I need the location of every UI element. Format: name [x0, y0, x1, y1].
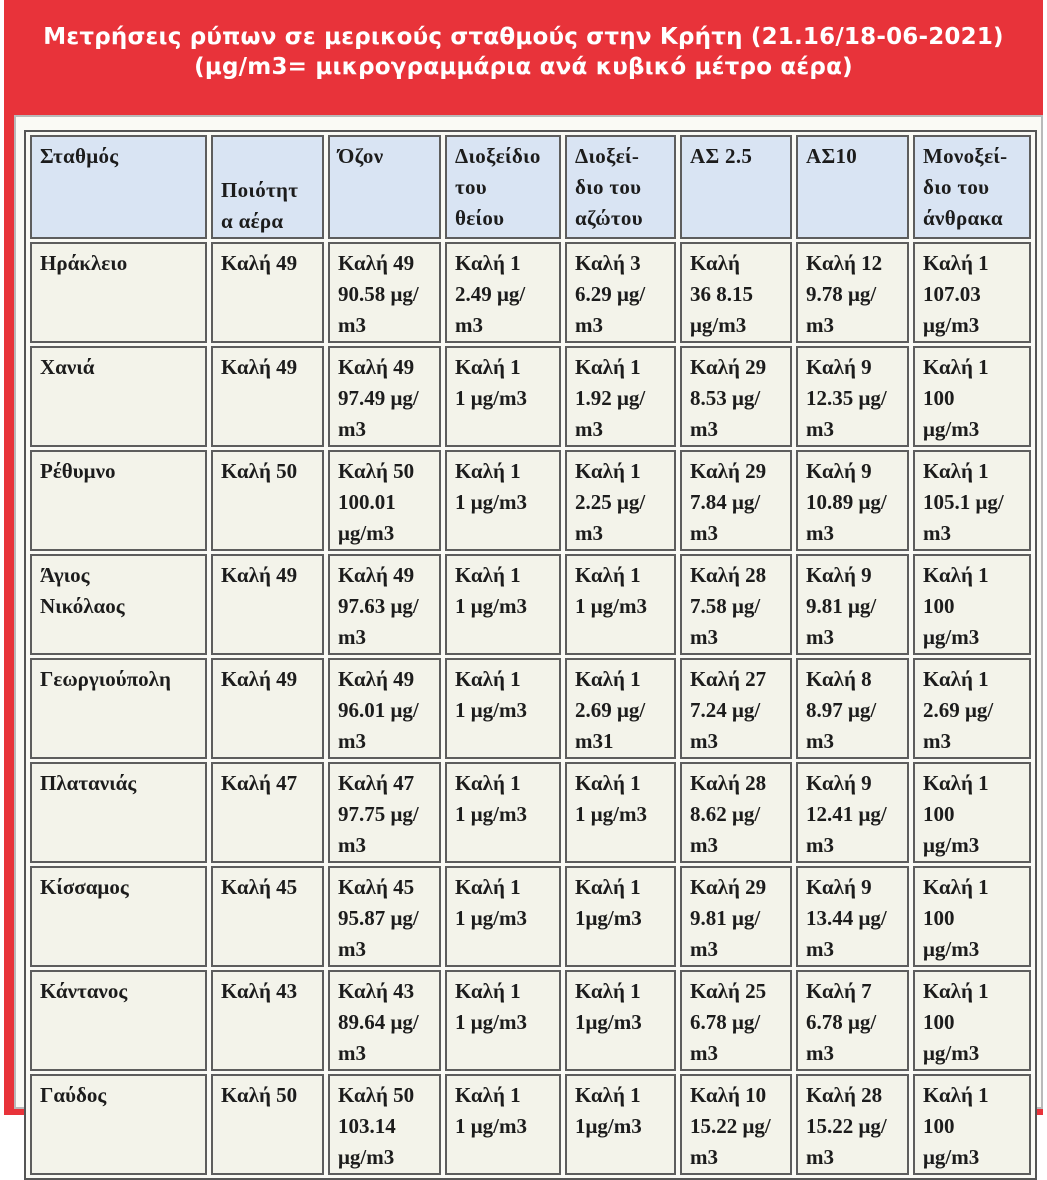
cell-text: Καλή 45 — [338, 875, 415, 899]
cell-text: Καλή 1 — [923, 667, 989, 691]
cell-text: Καλή 9 — [806, 771, 872, 795]
cell-text: m3 — [690, 833, 718, 857]
cell-text: 1 μg/m3 — [455, 594, 527, 618]
header-text: αζώτου — [575, 206, 643, 230]
cell-text: 6.78 μg/ — [806, 1010, 877, 1034]
cell-text: m3 — [338, 313, 366, 337]
cell-text: m3 — [806, 625, 834, 649]
cell-text: Καλή 45 — [221, 875, 298, 899]
cell-text: Καλή 9 — [806, 355, 872, 379]
cell-text: Καλή 9 — [806, 563, 872, 587]
title-line-2: (μg/m3= μικρογραμμάρια ανά κυβικό μέτρο αέρα) — [194, 54, 853, 80]
cell-pm25 — [680, 658, 792, 759]
cell-text: 1μg/m3 — [575, 1010, 642, 1034]
header-text: του — [455, 175, 487, 199]
cell-text: Καλή 1 — [455, 979, 521, 1003]
cell-text: Καλή 1 — [455, 771, 521, 795]
cell-text: Πλατανιάς — [40, 771, 137, 795]
cell-pm10 — [796, 866, 909, 967]
cell-text: Καλή 8 — [806, 667, 872, 691]
header-text: Διοξείδιο — [455, 144, 541, 168]
cell-text: 8.97 μg/ — [806, 698, 877, 722]
cell-pm25 — [680, 242, 792, 343]
cell-text: Καλή 9 — [806, 875, 872, 899]
cell-text: 2.49 μg/ — [455, 282, 526, 306]
cell-text: 8.53 μg/ — [690, 386, 761, 410]
cell-air-quality — [211, 866, 324, 967]
cell-text: 1 μg/m3 — [455, 1010, 527, 1034]
cell-text: Καλή 49 — [338, 251, 415, 275]
header-text: Όζον — [338, 144, 384, 168]
cell-text: Καλή 47 — [338, 771, 415, 795]
cell-text: 100.01 — [338, 490, 396, 514]
cell-text: m3 — [455, 313, 483, 337]
cell-text: 100 — [923, 802, 955, 826]
cell-nitrogen-dioxide — [565, 450, 676, 551]
cell-text: 100 — [923, 1114, 955, 1138]
column-header-station — [30, 135, 207, 239]
cell-carbon-monoxide — [913, 346, 1031, 447]
cell-text: m3 — [923, 521, 951, 545]
cell-text: 1 μg/m3 — [575, 802, 647, 826]
cell-text: 1 μg/m3 — [455, 1114, 527, 1138]
column-header-nitrogen-dioxide — [565, 135, 676, 239]
cell-pm25 — [680, 970, 792, 1071]
cell-text: 1 μg/m3 — [455, 386, 527, 410]
header-text: ΑΣ 2.5 — [690, 144, 753, 168]
table-row — [30, 866, 1031, 967]
table-row — [30, 450, 1031, 551]
cell-text: 6.78 μg/ — [690, 1010, 761, 1034]
column-header-air-quality — [211, 135, 324, 239]
cell-ozone — [328, 866, 441, 967]
cell-sulfur-dioxide — [445, 866, 561, 967]
cell-text: μg/m3 — [923, 937, 980, 961]
cell-text: Κίσσαμος — [40, 875, 129, 899]
cell-text: Καλή 1 — [575, 459, 641, 483]
cell-text: Ηράκλειο — [40, 251, 128, 275]
cell-text: Κάντανος — [40, 979, 128, 1003]
cell-text: 97.63 μg/ — [338, 594, 419, 618]
cell-text: Καλή 28 — [806, 1083, 883, 1107]
cell-text: m3 — [690, 729, 718, 753]
header-text: Σταθμός — [40, 144, 119, 168]
cell-text: 97.49 μg/ — [338, 386, 419, 410]
cell-text: Καλή 9 — [806, 459, 872, 483]
cell-sulfur-dioxide — [445, 658, 561, 759]
cell-station — [30, 554, 207, 655]
cell-text: m3 — [575, 521, 603, 545]
cell-text: m3 — [806, 521, 834, 545]
table-row — [30, 658, 1031, 759]
cell-text: Καλή 1 — [575, 1083, 641, 1107]
cell-text: Καλή 29 — [690, 459, 767, 483]
cell-text: Καλή 1 — [455, 459, 521, 483]
cell-text: Καλή 1 — [455, 667, 521, 691]
header-text: διο του — [923, 175, 990, 199]
cell-pm25 — [680, 450, 792, 551]
cell-text: Καλή 28 — [690, 771, 767, 795]
cell-text: m3 — [690, 937, 718, 961]
table-row — [30, 346, 1031, 447]
cell-pm25 — [680, 762, 792, 863]
cell-text: Καλή 1 — [455, 251, 521, 275]
table-header-row — [30, 135, 1031, 239]
table-row — [30, 762, 1031, 863]
cell-air-quality — [211, 554, 324, 655]
cell-text: Καλή 49 — [338, 563, 415, 587]
header-text: Ποιότητ — [221, 178, 299, 202]
cell-text: μg/m3 — [690, 313, 747, 337]
table-row — [30, 242, 1031, 343]
cell-text: 10.89 μg/ — [806, 490, 887, 514]
cell-text: Καλή 1 — [455, 1083, 521, 1107]
cell-text: Καλή 29 — [690, 355, 767, 379]
cell-text: μg/m3 — [923, 313, 980, 337]
cell-text: m3 — [806, 833, 834, 857]
cell-text: 1 μg/m3 — [455, 698, 527, 722]
cell-text: 36 8.15 — [690, 282, 753, 306]
cell-text: Καλή 1 — [575, 771, 641, 795]
cell-station — [30, 658, 207, 759]
cell-sulfur-dioxide — [445, 554, 561, 655]
cell-text: 1μg/m3 — [575, 906, 642, 930]
cell-text: m3 — [806, 417, 834, 441]
header-text: διο του — [575, 175, 642, 199]
cell-text: 100 — [923, 906, 955, 930]
cell-text: Καλή 1 — [575, 875, 641, 899]
cell-text: m3 — [806, 729, 834, 753]
cell-ozone — [328, 242, 441, 343]
header-text: α αέρα — [221, 209, 284, 233]
cell-text: Καλή 1 — [455, 355, 521, 379]
column-header-pm10 — [796, 135, 909, 239]
cell-text: m3 — [806, 937, 834, 961]
cell-text: Καλή 1 — [575, 563, 641, 587]
cell-text: 1 μg/m3 — [455, 802, 527, 826]
cell-text: μg/m3 — [923, 1145, 980, 1169]
cell-text: Καλή 49 — [221, 355, 298, 379]
cell-text: 107.03 — [923, 282, 981, 306]
cell-text: 2.25 μg/ — [575, 490, 646, 514]
cell-text: Καλή 49 — [221, 251, 298, 275]
cell-text: m3 — [575, 313, 603, 337]
cell-station — [30, 866, 207, 967]
cell-text: Καλή 1 — [923, 979, 989, 1003]
cell-air-quality — [211, 450, 324, 551]
cell-text: 9.78 μg/ — [806, 282, 877, 306]
cell-text: 8.62 μg/ — [690, 802, 761, 826]
cell-text: Καλή — [690, 251, 740, 275]
cell-text: m3 — [690, 1145, 718, 1169]
cell-text: Καλή 12 — [806, 251, 883, 275]
cell-text: Καλή 1 — [923, 459, 989, 483]
cell-pm25 — [680, 866, 792, 967]
cell-text: Καλή 49 — [338, 667, 415, 691]
cell-text: μg/m3 — [923, 625, 980, 649]
red-frame — [4, 0, 1043, 1169]
cell-air-quality — [211, 658, 324, 759]
cell-text: 1 μg/m3 — [455, 906, 527, 930]
cell-air-quality — [211, 242, 324, 343]
cell-pm10 — [796, 450, 909, 551]
header-text: θείου — [455, 206, 505, 230]
cell-text: m3 — [923, 729, 951, 753]
cell-text: Καλή 49 — [221, 563, 298, 587]
cell-station — [30, 970, 207, 1071]
table-panel — [14, 115, 1043, 1169]
cell-text: m3 — [806, 313, 834, 337]
cell-text: Καλή 49 — [221, 667, 298, 691]
cell-carbon-monoxide — [913, 970, 1031, 1071]
cell-text: Καλή 50 — [221, 459, 298, 483]
cell-text: Καλή 49 — [338, 355, 415, 379]
cell-text: 12.35 μg/ — [806, 386, 887, 410]
cell-nitrogen-dioxide — [565, 554, 676, 655]
cell-nitrogen-dioxide — [565, 866, 676, 967]
header-text: Διοξεί- — [575, 144, 640, 168]
cell-text: Καλή 1 — [923, 771, 989, 795]
cell-text: 7.58 μg/ — [690, 594, 761, 618]
cell-text: Καλή 1 — [923, 355, 989, 379]
cell-pm25 — [680, 346, 792, 447]
cell-sulfur-dioxide — [445, 242, 561, 343]
table-row — [30, 970, 1031, 1071]
table-row — [30, 554, 1031, 655]
cell-air-quality — [211, 970, 324, 1071]
cell-text: 9.81 μg/ — [806, 594, 877, 618]
cell-text: Ρέθυμνο — [40, 459, 116, 483]
cell-text: m3 — [690, 417, 718, 441]
cell-text: Καλή 50 — [221, 1083, 298, 1107]
cell-sulfur-dioxide — [445, 450, 561, 551]
column-header-pm25 — [680, 135, 792, 239]
cell-text: Γαύδος — [40, 1083, 107, 1107]
cell-pm10 — [796, 658, 909, 759]
cell-pm10 — [796, 762, 909, 863]
cell-pm10 — [796, 242, 909, 343]
cell-text: Καλή 10 — [690, 1083, 767, 1107]
cell-ozone — [328, 346, 441, 447]
cell-carbon-monoxide — [913, 762, 1031, 863]
cell-text: Καλή 1 — [575, 355, 641, 379]
cell-nitrogen-dioxide — [565, 762, 676, 863]
cell-station — [30, 450, 207, 551]
cell-text: 15.22 μg/ — [806, 1114, 887, 1138]
cell-text: Καλή 43 — [221, 979, 298, 1003]
column-header-sulfur-dioxide — [445, 135, 561, 239]
cell-text: 103.14 — [338, 1114, 396, 1138]
cell-text: μg/m3 — [923, 833, 980, 857]
cell-text: Καλή 27 — [690, 667, 767, 691]
cell-text: m31 — [575, 729, 614, 753]
cell-text: m3 — [690, 625, 718, 649]
cell-text: Καλή 3 — [575, 251, 641, 275]
cell-pm10 — [796, 346, 909, 447]
cell-sulfur-dioxide — [445, 970, 561, 1071]
cell-text: μg/m3 — [923, 1041, 980, 1065]
cell-text: 100 — [923, 594, 955, 618]
cell-text: μg/m3 — [338, 521, 395, 545]
cell-ozone — [328, 970, 441, 1071]
cell-text: Καλή 1 — [455, 563, 521, 587]
cell-ozone — [328, 762, 441, 863]
cell-text: Καλή 1 — [575, 667, 641, 691]
cell-text: Καλή 1 — [923, 1083, 989, 1107]
cell-text: m3 — [338, 625, 366, 649]
pollution-table — [24, 130, 1037, 1180]
cell-text: Καλή 1 — [455, 875, 521, 899]
cell-text: m3 — [690, 521, 718, 545]
cell-text: m3 — [575, 417, 603, 441]
cell-text: 13.44 μg/ — [806, 906, 887, 930]
cell-sulfur-dioxide — [445, 346, 561, 447]
cell-text: m3 — [338, 937, 366, 961]
cell-text: m3 — [806, 1041, 834, 1065]
cell-text: 2.69 μg/ — [923, 698, 994, 722]
cell-text: Καλή 1 — [575, 979, 641, 1003]
column-header-ozone — [328, 135, 441, 239]
cell-pm10 — [796, 970, 909, 1071]
cell-carbon-monoxide — [913, 658, 1031, 759]
table-body — [30, 242, 1031, 1175]
cell-text: 2.69 μg/ — [575, 698, 646, 722]
cell-text: Καλή 1 — [923, 875, 989, 899]
column-header-carbon-monoxide — [913, 135, 1031, 239]
cell-pm25 — [680, 554, 792, 655]
cell-station — [30, 346, 207, 447]
cell-text: 89.64 μg/ — [338, 1010, 419, 1034]
cell-text: m3 — [338, 729, 366, 753]
cell-air-quality — [211, 762, 324, 863]
cell-text: Καλή 50 — [338, 1083, 415, 1107]
cell-nitrogen-dioxide — [565, 658, 676, 759]
cell-text: 1.92 μg/ — [575, 386, 646, 410]
cell-text: Άγιος — [40, 563, 90, 587]
header-text: άνθρακα — [923, 206, 1003, 230]
cell-station — [30, 762, 207, 863]
cell-text: Καλή 43 — [338, 979, 415, 1003]
cell-text: 1 μg/m3 — [455, 490, 527, 514]
cell-text: m3 — [806, 1145, 834, 1169]
cell-text: Καλή 1 — [923, 251, 989, 275]
cell-ozone — [328, 658, 441, 759]
cell-text: Νικόλαος — [40, 594, 125, 618]
cell-text: Καλή 7 — [806, 979, 872, 1003]
cell-text: 97.75 μg/ — [338, 802, 419, 826]
cell-ozone — [328, 450, 441, 551]
cell-text: μg/m3 — [923, 417, 980, 441]
cell-carbon-monoxide — [913, 866, 1031, 967]
cell-pm10 — [796, 554, 909, 655]
page-title — [4, 0, 1043, 112]
cell-text: 100 — [923, 1010, 955, 1034]
cell-text: 9.81 μg/ — [690, 906, 761, 930]
cell-text: 12.41 μg/ — [806, 802, 887, 826]
cell-text: 1 μg/m3 — [575, 594, 647, 618]
header-text: Μονοξεί- — [923, 144, 1008, 168]
cell-text: 96.01 μg/ — [338, 698, 419, 722]
cell-text: Καλή 50 — [338, 459, 415, 483]
cell-text: Καλή 1 — [923, 563, 989, 587]
cell-station — [30, 242, 207, 343]
cell-text: Καλή 47 — [221, 771, 298, 795]
cell-text: 100 — [923, 386, 955, 410]
cell-nitrogen-dioxide — [565, 242, 676, 343]
cell-carbon-monoxide — [913, 554, 1031, 655]
cell-text: m3 — [338, 833, 366, 857]
cell-text: 7.84 μg/ — [690, 490, 761, 514]
cell-text: 105.1 μg/ — [923, 490, 1004, 514]
cell-text: 90.58 μg/ — [338, 282, 419, 306]
cell-text: 1μg/m3 — [575, 1114, 642, 1138]
cell-text: 95.87 μg/ — [338, 906, 419, 930]
cell-text: m3 — [690, 1041, 718, 1065]
cell-text: Χανιά — [40, 355, 95, 379]
cell-sulfur-dioxide — [445, 762, 561, 863]
cell-text: Καλή 28 — [690, 563, 767, 587]
cell-nitrogen-dioxide — [565, 346, 676, 447]
cell-text: m3 — [338, 417, 366, 441]
cell-carbon-monoxide — [913, 450, 1031, 551]
cell-nitrogen-dioxide — [565, 970, 676, 1071]
cell-ozone — [328, 554, 441, 655]
cell-text: m3 — [338, 1041, 366, 1065]
title-line-1: Μετρήσεις ρύπων σε μερικούς σταθμούς στην Κρήτη (21.16/18-06-2021) — [43, 24, 1004, 50]
cell-text: μg/m3 — [338, 1145, 395, 1169]
cell-text: Καλή 29 — [690, 875, 767, 899]
cell-air-quality — [211, 346, 324, 447]
cell-text: Καλή 25 — [690, 979, 767, 1003]
cell-text: 7.24 μg/ — [690, 698, 761, 722]
cell-text: Γεωργιούπολη — [40, 667, 171, 691]
cell-text: 6.29 μg/ — [575, 282, 646, 306]
cell-carbon-monoxide — [913, 242, 1031, 343]
header-text: ΑΣ10 — [806, 144, 858, 168]
cell-text: 15.22 μg/ — [690, 1114, 771, 1138]
